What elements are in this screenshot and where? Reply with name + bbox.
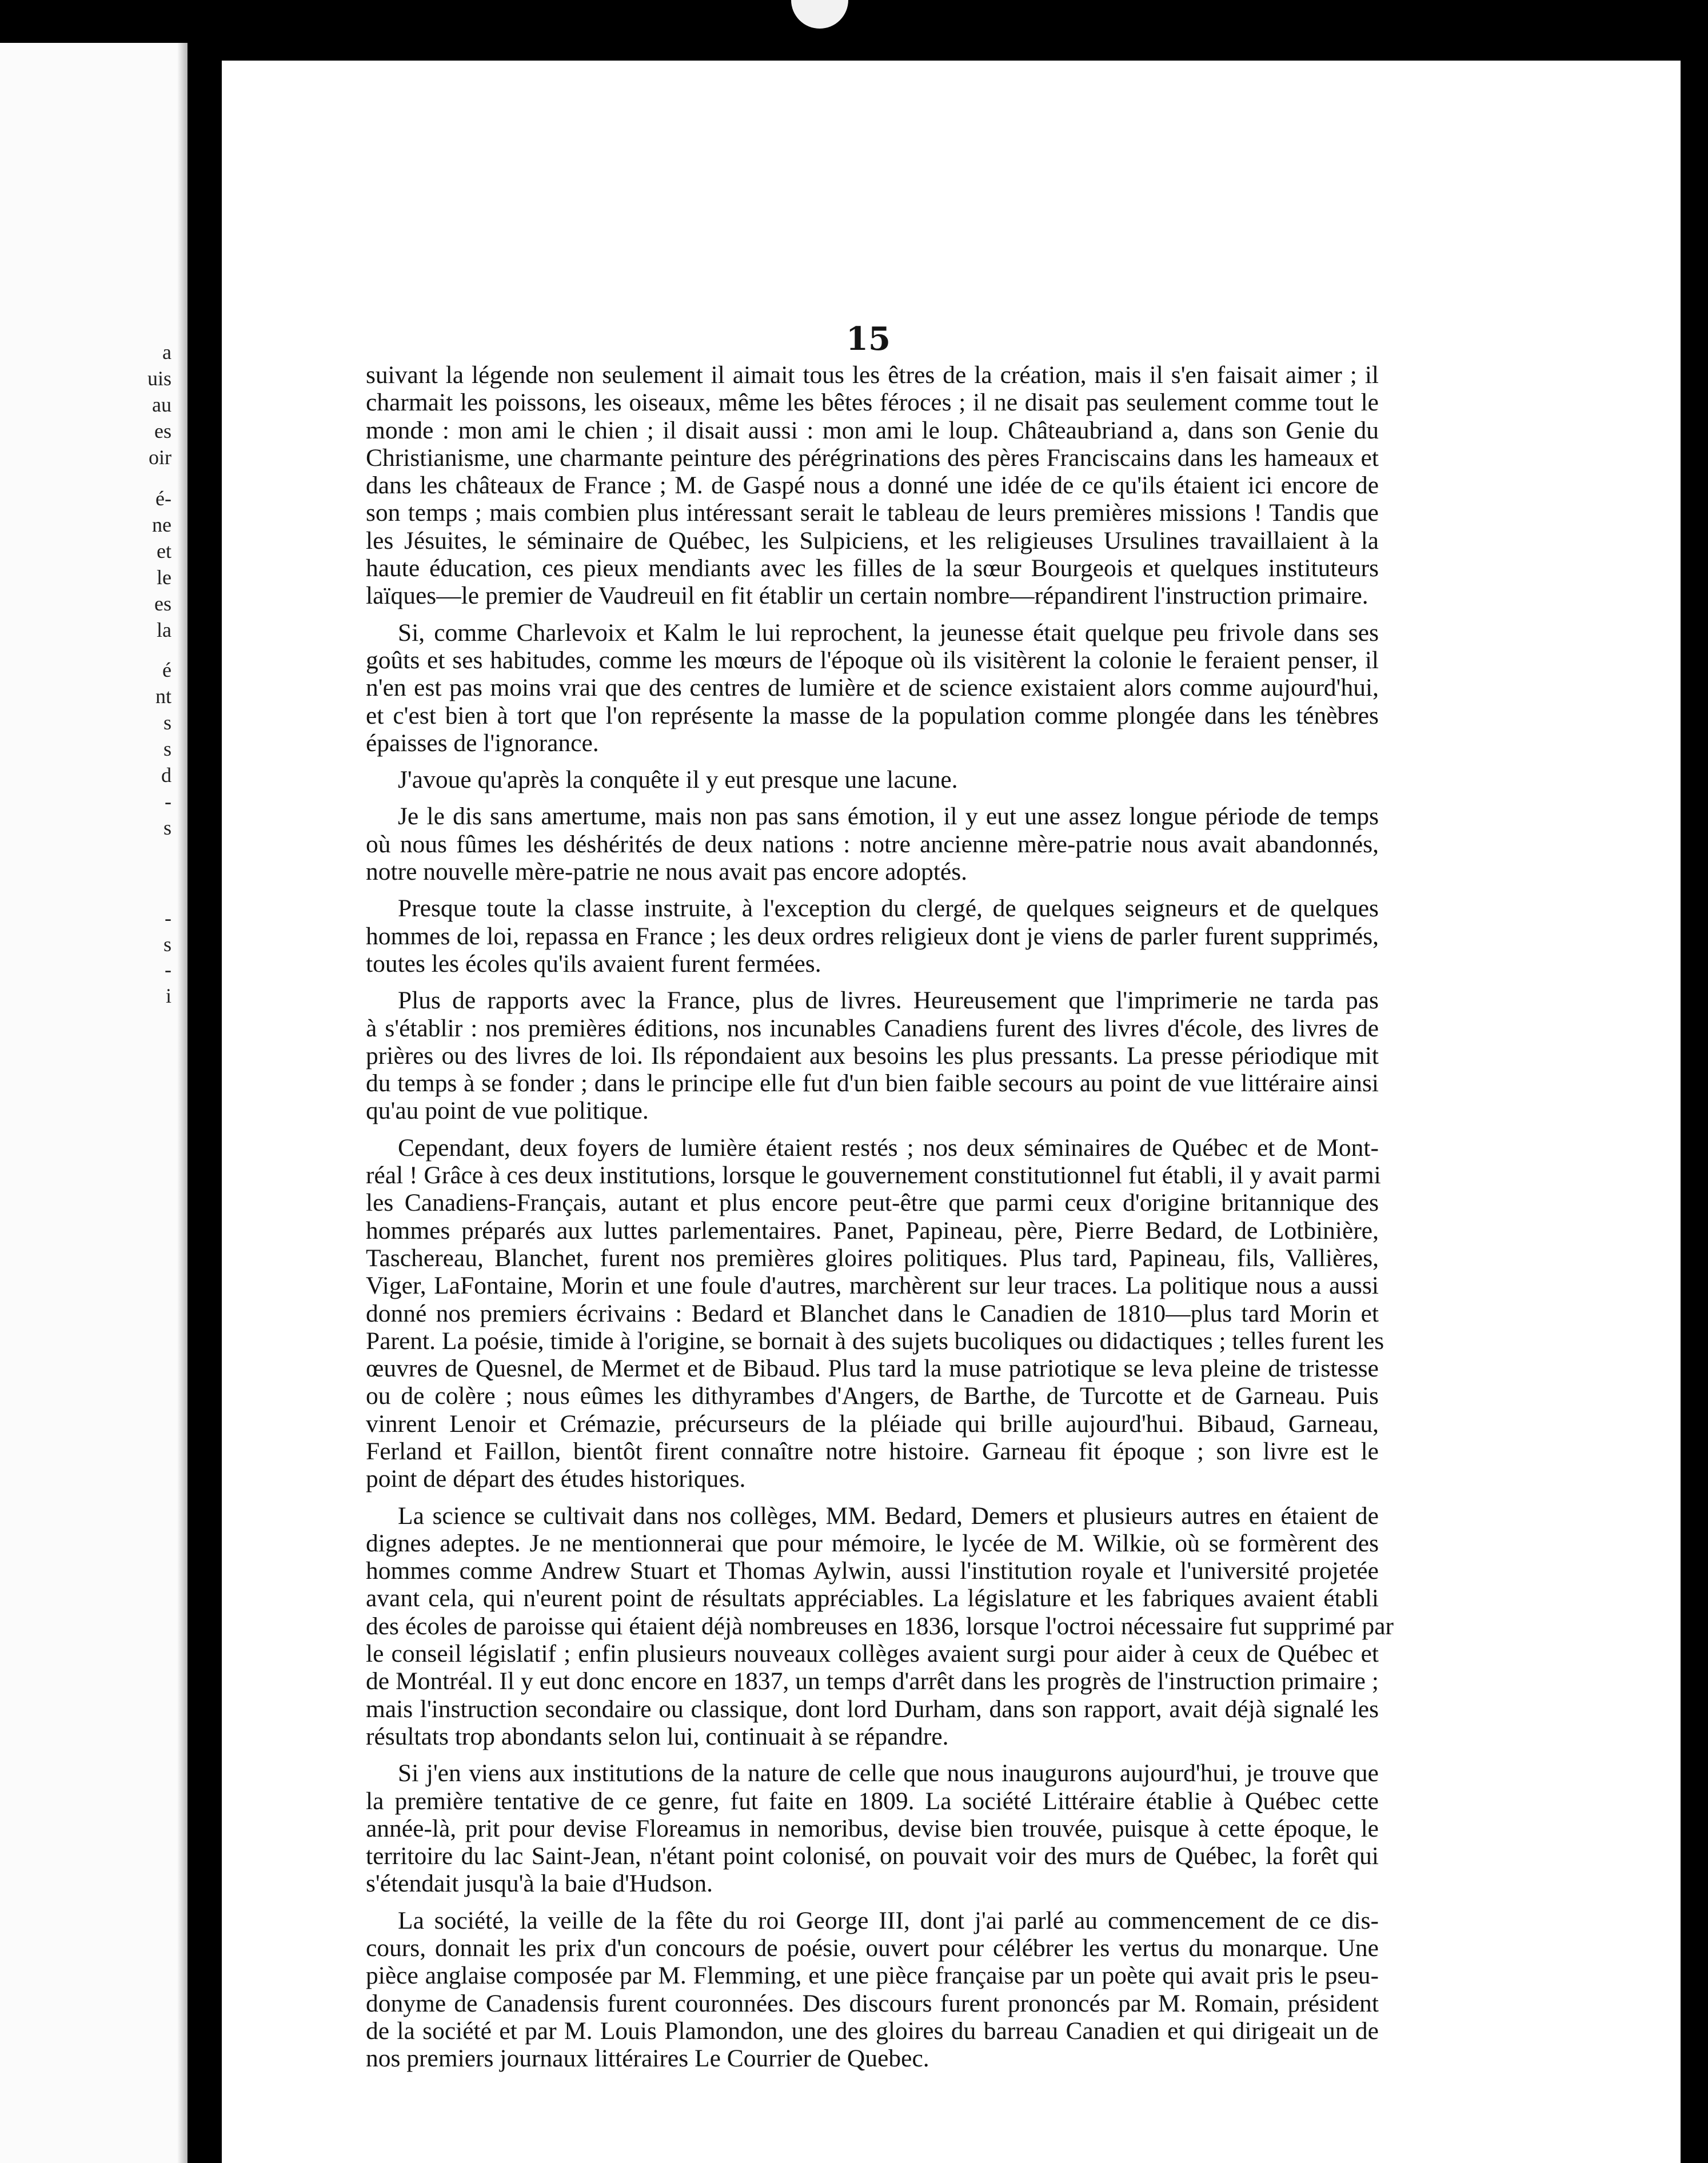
fragment: a bbox=[162, 341, 171, 364]
binding-gutter bbox=[187, 43, 222, 2163]
text-line: Plus de rapports avec la France, plus de livres. Heureusement que l'imprimerie ne tarda pas bbox=[398, 987, 1379, 1015]
text-line: avant cela, qui n'eurent point de résultats appréciables. La législature et les fabriques avaient établi bbox=[366, 1585, 1379, 1613]
fragment: s bbox=[163, 933, 171, 956]
fragment: é- bbox=[155, 487, 171, 510]
fragment: i bbox=[165, 984, 171, 1007]
right-scan-border bbox=[1681, 61, 1708, 2163]
text-line: donné nos premiers écrivains : Bedard et Blanchet dans le Canadien de 1810—plus tard Morin et bbox=[366, 1299, 1379, 1327]
fragment: - bbox=[165, 790, 171, 813]
fragment: oir bbox=[149, 446, 171, 469]
text-line: haute éducation, ces pieux mendiants avec les filles de la sœur Bourgeois et quelques instituteurs bbox=[366, 554, 1379, 582]
text-line: à s'établir : nos premières éditions, nos incunables Canadiens furent des livres d'école, des livres de bbox=[366, 1014, 1379, 1042]
text-line: cours, donnait les prix d'un concours de poésie, ouvert pour célébrer les vertus du monarque. Une bbox=[366, 1934, 1379, 1962]
text-line: œuvres de Quesnel, de Mermet et de Bibaud. Plus tard la muse patriotique se leva pleine de tristesse bbox=[366, 1355, 1379, 1383]
text-line: vinrent Lenoir et Crémazie, précurseurs de la pléiade qui brille aujourd'hui. Bibaud, Garneau, bbox=[366, 1410, 1379, 1438]
text-line: donyme de Canadensis furent couronnées. Des discours furent prononcés par M. Romain, président bbox=[366, 1989, 1379, 2017]
text-line: hommes préparés aux luttes parlementaires. Panet, Papineau, père, Pierre Bedard, de Lotbinière, bbox=[366, 1216, 1379, 1244]
text-line: épaisses de l'ignorance. bbox=[366, 729, 599, 757]
fragment: ne bbox=[152, 513, 171, 536]
text-line: prières ou des livres de loi. Ils répondaient aux besoins les plus pressants. La presse périodique mit bbox=[366, 1041, 1379, 1069]
text-line: de la société et par M. Louis Plamondon, une des gloires du barreau Canadien et qui dirigeait un de bbox=[366, 2017, 1379, 2045]
text-line: Si j'en viens aux institutions de la nature de celle que nous inaugurons aujourd'hui, je trouve que bbox=[398, 1759, 1379, 1787]
fragment: d bbox=[161, 764, 171, 787]
text-line: la première tentative de ce genre, fut faite en 1809. La société Littéraire établie à Québec cette bbox=[366, 1787, 1379, 1815]
text-line: charmait les poissons, les oiseaux, même les bêtes féroces ; il ne disait pas seulement comme tout le bbox=[366, 389, 1379, 417]
text-line: notre nouvelle mère-patrie ne nous avait pas encore adoptés. bbox=[366, 858, 968, 886]
text-line: Christianisme, une charmante peinture des pérégrinations des pères Franciscains dans les hameaux et bbox=[366, 444, 1379, 472]
fragment: le bbox=[157, 566, 171, 589]
text-line: le conseil législatif ; enfin plusieurs nouveaux collèges avaient surgi pour aider à ceux de Québec et bbox=[366, 1640, 1379, 1668]
text-line: ou de colère ; nous eûmes les dithyrambes d'Angers, de Barthe, de Turcotte et de Garneau. Puis bbox=[366, 1382, 1379, 1410]
text-line: où nous fûmes les déshérités de deux nations : notre ancienne mère-patrie nous avait abandonnés, bbox=[366, 830, 1379, 858]
text-line: des écoles de paroisse qui étaient déjà nombreuses en 1836, lorsque l'octroi nécessaire fut supprimé par bbox=[366, 1612, 1394, 1640]
text-line: nos premiers journaux littéraires Le Courrier de Quebec. bbox=[366, 2045, 929, 2073]
text-line: du temps à se fonder ; dans le principe elle fut d'un bien faible secours au point de vue littéraire ainsi bbox=[366, 1069, 1379, 1098]
fragment: es bbox=[154, 592, 171, 615]
fragment: au bbox=[152, 393, 171, 416]
text-line: Si, comme Charlevoix et Kalm le lui reprochent, la jeunesse était quelque peu frivole dans ses bbox=[398, 618, 1379, 646]
text-line: monde : mon ami le chien ; il disait aussi : mon ami le loup. Châteaubriand a, dans son Genie du bbox=[366, 416, 1379, 444]
fragment: nt bbox=[155, 685, 171, 708]
fragment: es bbox=[154, 420, 171, 442]
fragment: s bbox=[163, 737, 171, 760]
fragment: é bbox=[162, 659, 171, 681]
text-line: suivant la légende non seulement il aimait tous les êtres de la création, mais il s'en faisait aimer ; il bbox=[366, 361, 1379, 389]
text-line: goûts et ses habitudes, comme les mœurs de l'époque où ils visitèrent la colonie le feraient penser, il bbox=[366, 646, 1379, 674]
text-line: s'étendait jusqu'à la baie d'Hudson. bbox=[366, 1870, 713, 1898]
text-line: Taschereau, Blanchet, furent nos premières gloires politiques. Plus tard, Papineau, fils, Vallières, bbox=[366, 1244, 1379, 1272]
fragment: la bbox=[157, 618, 171, 641]
text-line: et c'est bien à tort que l'on représente la masse de la population comme plongée dans les ténèbres bbox=[366, 701, 1379, 729]
text-line: hommes de loi, repassa en France ; les deux ordres religieux dont je viens de parler furent supprimés, bbox=[366, 922, 1379, 950]
text-line: dans les châteaux de France ; M. de Gaspé nous a donné une idée de ce qu'ils étaient ici encore de bbox=[366, 472, 1379, 500]
text-line: Parent. La poésie, timide à l'origine, se bornait à des sujets bucoliques ou didactiques ; telles furent les bbox=[366, 1327, 1384, 1355]
text-line: Viger, LaFontaine, Morin et une foule d'autres, marchèrent sur leur traces. La politique nous a aussi bbox=[366, 1272, 1379, 1300]
top-scan-artifact bbox=[791, 0, 848, 29]
fragment: s bbox=[163, 816, 171, 839]
text-line: résultats trop abondants selon lui, continuait à se répandre. bbox=[366, 1722, 949, 1750]
text-line: année-là, prit pour devise Floreamus in nemoribus, devise bien trouvée, puisque à cette époque, le bbox=[366, 1814, 1379, 1842]
text-line: Cependant, deux foyers de lumière étaient restés ; nos deux séminaires de Québec et de Mont- bbox=[398, 1134, 1379, 1162]
fragment: et bbox=[157, 540, 171, 562]
text-line: toutes les écoles qu'ils avaient furent fermées. bbox=[366, 949, 821, 977]
fragment: - bbox=[165, 907, 171, 929]
left-page-edge bbox=[0, 43, 187, 2163]
text-line: mais l'instruction secondaire ou classique, dont lord Durham, dans son rapport, avait déjà signalé les bbox=[366, 1695, 1379, 1723]
page-fold-shadow bbox=[177, 43, 187, 2163]
text-line: hommes comme Andrew Stuart et Thomas Aylwin, aussi l'institution royale et l'université projetée bbox=[366, 1557, 1379, 1585]
text-line: qu'au point de vue politique. bbox=[366, 1097, 649, 1125]
text-line: dignes adeptes. Je ne mentionnerai que pour mémoire, le lycée de M. Wilkie, où se formèrent des bbox=[366, 1529, 1379, 1557]
text-line: de Montréal. Il y eut donc encore en 1837, un temps d'arrêt dans les progrès de l'instruction primaire ; bbox=[366, 1667, 1379, 1695]
text-line: n'en est pas moins vrai que des centres de lumière et de science existaient alors comme aujourd'hui, bbox=[366, 674, 1379, 702]
text-line: point de départ des études historiques. bbox=[366, 1465, 746, 1493]
text-line: Ferland et Faillon, bientôt firent connaître notre histoire. Garneau fit époque ; son livre est le bbox=[366, 1437, 1379, 1465]
text-line: son temps ; mais combien plus intéressant serait le tableau de leurs premières missions ! Tandis que bbox=[366, 499, 1379, 527]
text-line: territoire du lac Saint-Jean, n'étant point colonisé, on pouvait voir des murs de Québec, la forêt qui bbox=[366, 1842, 1379, 1870]
text-line: les Jésuites, le séminaire de Québec, les Sulpiciens, et les religieuses Ursulines travaillaient à la bbox=[366, 526, 1379, 554]
fragment: s bbox=[163, 711, 171, 734]
text-line: réal ! Grâce à ces deux institutions, lorsque le gouvernement constitutionnel fut établi, il y avait parmi bbox=[366, 1162, 1381, 1190]
text-line: Presque toute la classe instruite, à l'exception du clergé, de quelques seigneurs et de quelques bbox=[398, 895, 1379, 923]
text-line: La société, la veille de la fête du roi George III, dont j'ai parlé au commencement de ce dis- bbox=[398, 1906, 1379, 1934]
text-line: Je le dis sans amertume, mais non pas sans émotion, il y eut une assez longue période de temps bbox=[398, 803, 1379, 831]
text-line: les Canadiens-Français, autant et plus encore peut-être que parmi ceux d'origine britannique des bbox=[366, 1189, 1379, 1217]
body-text bbox=[366, 361, 1394, 2073]
text-line: laïques—le premier de Vaudreuil en fit établir un certain nombre—répandirent l'instruction primaire. bbox=[366, 582, 1368, 610]
fragment: uis bbox=[147, 367, 171, 390]
page-number: 15 bbox=[846, 320, 891, 358]
fragment: - bbox=[165, 958, 171, 981]
text-line: pièce anglaise composée par M. Flemming, et une pièce française par un poète qui avait pris le pseu- bbox=[366, 1962, 1379, 1990]
text-line: La science se cultivait dans nos collèges, MM. Bedard, Demers et plusieurs autres en étaient de bbox=[398, 1502, 1379, 1530]
text-line: J'avoue qu'après la conquête il y eut presque une lacune. bbox=[398, 766, 958, 794]
